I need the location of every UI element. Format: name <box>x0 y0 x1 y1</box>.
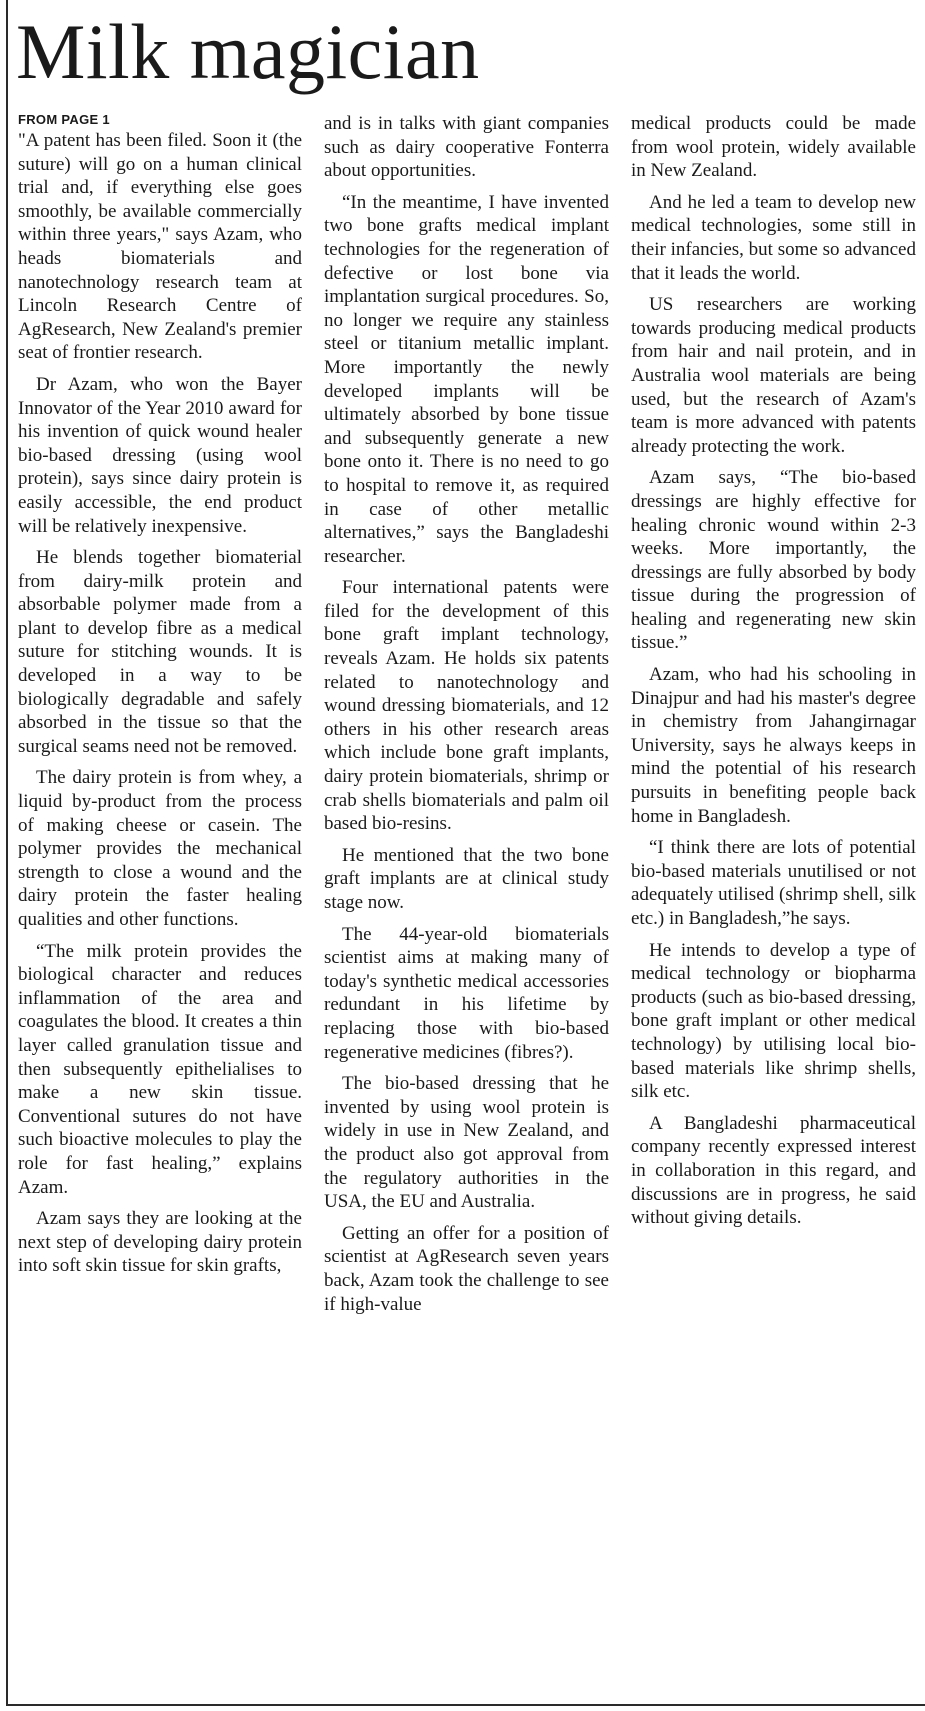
paragraph: Dr Azam, who won the Bayer Innovator of the Year 2010 award for his invention of quick wound healer bio-based dressing (using wool protein), says since dairy protein is easily accessible, the end product will be relatively inexpensive. <box>18 373 302 537</box>
article-columns <box>18 112 916 1698</box>
paragraph: Getting an offer for a position of scientist at AgResearch seven years back, Azam took the challenge to see if high-value <box>324 1222 609 1315</box>
paragraph: Azam, who had his schooling in Dinajpur and had his master's degree in chemistry from Jahangirnagar University, says he always keeps in mind the potential of his research pursuits in benefiting people back home in Bangladesh. <box>631 664 916 827</box>
paragraph: The dairy protein is from whey, a liquid by-product from the process of making cheese or casein. The polymer provides the mechanical strength to close a wound and the dairy protein the faster healing qualities and other functions. <box>18 767 302 930</box>
paragraph: “In the meantime, I have invented two bone grafts medical implant technologies for the regeneration of defective or lost bone via implantation surgical procedures. So, no longer we require any stainless steel or titanium metallic implant. More importantly the newly developed implants will be ultimately absorbed by bone tissue and subsequently generate a new bone onto it. There is no need to go to hospital to remove it, as required in case of other metallic alternatives,” says the Bangladeshi researcher. <box>324 191 609 567</box>
paragraph: Azam says, “The bio-based dressings are highly effective for healing chronic wound within 2-3 weeks. More importantly, the dressings are fully absorbed by body tissue during the progression of healing and regenerating new skin tissue.” <box>631 467 916 654</box>
continuation-kicker: FROM PAGE 1 <box>18 112 110 127</box>
paragraph: “I think there are lots of potential bio-based materials unutilised or not adequately utilised (shrimp shell, silk etc.) in Bangladesh,”he says. <box>631 837 916 929</box>
paragraph: The bio-based dressing that he invented by using wool protein is widely in use in New Zealand, and the product also got approval from the regulatory authorities in the USA, the EU and Australia. <box>324 1073 609 1213</box>
paragraph: He blends together biomaterial from dairy-milk protein and absorbable polymer made from a plant to develop fibre as a medical suture for stitching wounds. It is developed in a way to be biologically degradable and safely absorbed in the tissue so that the surgical seams need not be removed. <box>18 547 302 757</box>
paragraph: Azam says they are looking at the next step of developing dairy protein into soft skin tissue for skin grafts, <box>18 1208 302 1277</box>
paragraph: US researchers are working towards producing medical products from hair and nail protein, and in Australia wool materials are being used, but the research of Azam's team is more advanced with patents already protecting the work. <box>631 294 916 457</box>
paragraph: Four international patents were filed for the development of this bone graft implant technology, reveals Azam. He holds six patents related to nanotechnology and wound dressing biomaterials, and 12 others in his other research areas which include bone graft implants, dairy protein biomaterials, shrimp or crab shells biomaterials and palm oil based bio-resins. <box>324 577 609 835</box>
paragraph: He mentioned that the two bone graft implants are at clinical study stage now. <box>324 844 609 913</box>
paragraph: And he led a team to develop new medical technologies, some still in their infancies, but some so advanced that it leads the world. <box>631 191 916 284</box>
paragraph: “The milk protein provides the biological character and reduces inflammation of the area and coagulates the blood. It creates a thin layer called granulation tissue and then subsequently epithelialises to make a new skin tissue. Conventional sutures do not have such bioactive molecules to play the role for fast healing,” explains Azam. <box>18 940 302 1198</box>
column-1 <box>18 112 302 1698</box>
column-2 <box>324 112 609 1698</box>
column-3 <box>631 112 916 1698</box>
paragraph: and is in talks with giant companies such as dairy cooperative Fonterra about opportunities. <box>324 113 609 182</box>
left-column-rule <box>6 0 8 1706</box>
paragraph: A Bangladeshi pharmaceutical company recently expressed interest in collaboration in this regard, and discussions are in progress, he said without giving details. <box>631 1112 916 1229</box>
paragraph: medical products could be made from wool protein, widely available in New Zealand. <box>631 113 916 182</box>
paragraph: "A patent has been filed. Soon it (the suture) will go on a human clinical trial and, if everything else goes smoothly, be available commercially within three years," says Azam, who heads biomaterials and nanotechnology research team at Lincoln Research Centre of AgResearch, New Zealand's premier seat of frontier research. <box>18 130 302 364</box>
paragraph: The 44-year-old biomaterials scientist aims at making many of today's synthetic medical accessories redundant in his lifetime by replacing those with bio-based regenerative medicines (fibres?). <box>324 923 609 1063</box>
paragraph: He intends to develop a type of medical technology or biopharma products (such as bio-based dressing, bone graft implant or other medical technology) by utilising local bio-based materials like shrimp shells, silk etc. <box>631 939 916 1103</box>
bottom-rule <box>6 1704 925 1706</box>
headline: Milk magician <box>16 8 480 95</box>
